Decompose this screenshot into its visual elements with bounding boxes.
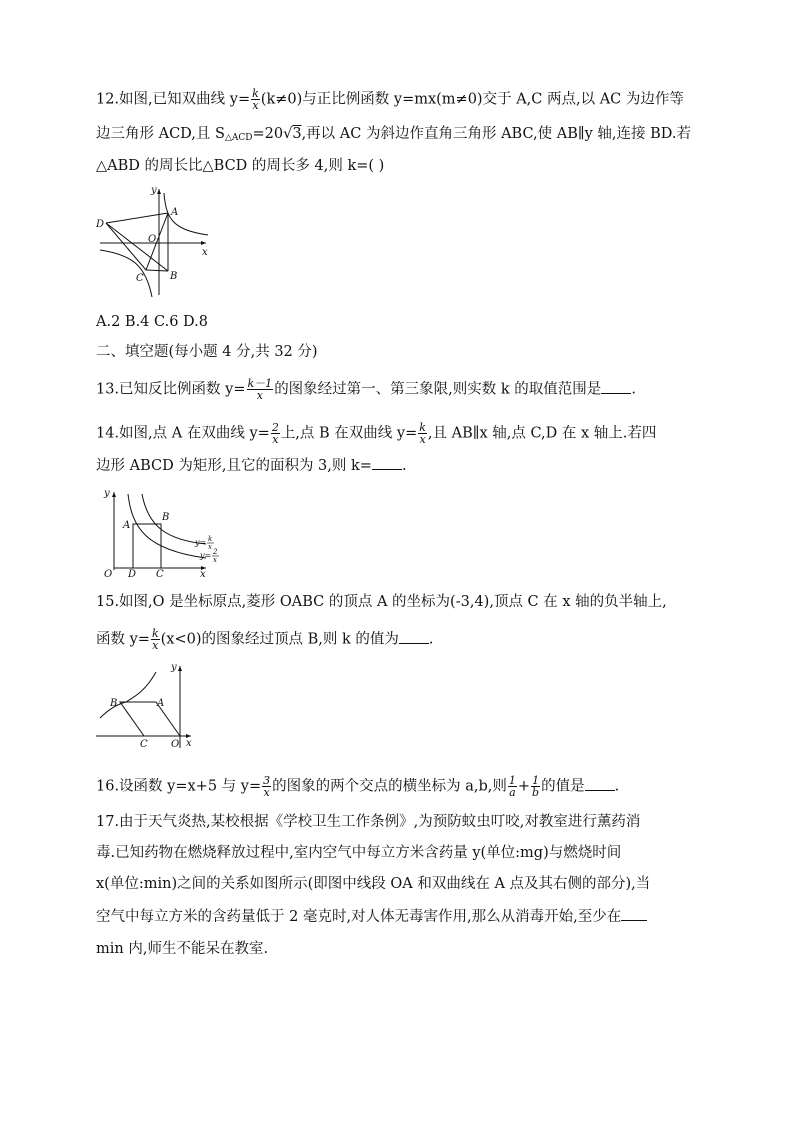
x-axis-arrow-icon: [201, 241, 206, 245]
label-C: C: [136, 273, 144, 284]
label-curve-2-den: x: [213, 556, 217, 564]
label-curve-k: y=: [195, 538, 207, 547]
section-2-title: 二、填空题(每小题 4 分,共 32 分): [96, 344, 318, 360]
y-axis-arrow-icon: [157, 189, 161, 194]
curve-k-over-x: [142, 494, 206, 544]
fraction: $\frac{k}{x}$: [252, 87, 259, 112]
label-D: D: [128, 569, 137, 580]
label-x: x: [186, 738, 192, 749]
q12-text: (k≠0)与正比例函数 y=mx(m≠0)交于 A,C 两点,以 AC 为边作等: [260, 91, 684, 108]
q17-line-1: 17.由于天气炎热,某校根据《学校卫生工作条例》,为预防蚊虫叮咬,对教室进行薰药消: [96, 814, 641, 830]
q17-line-4: 空气中每立方米的含药量低于 2 毫克时,对人体无毒害作用,那么从消毒开始,至少在: [96, 906, 647, 927]
label-curve-k-den: x: [208, 543, 212, 551]
label-O: O: [148, 234, 157, 245]
fraction: $\frac{k}{x}$: [151, 627, 159, 652]
answer-blank: [621, 906, 647, 921]
q17-line-2: 毒.已知药物在燃烧释放过程中,室内空气中每立方米含药量 y(单位:mg)与燃烧时间: [96, 845, 622, 861]
label-O: O: [104, 569, 113, 580]
q13-line: 13.已知反比例函数 y= $\frac{k-1}{x}$ 的图象经过第一、第三象限,则实数 k 的取值范围是 .: [96, 377, 636, 402]
label-curve-k-num: k: [208, 535, 213, 543]
answer-blank: [585, 776, 615, 791]
hyperbola-branch-2: [100, 250, 152, 297]
answer-blank: [399, 629, 429, 644]
label-x: x: [202, 247, 208, 258]
label-B: B: [110, 698, 118, 709]
label-O: O: [171, 739, 180, 750]
curve-2-over-x: [128, 494, 206, 558]
label-y: y: [104, 488, 110, 499]
q12-line-1: [96, 88, 684, 111]
label-A: A: [171, 207, 179, 218]
sqrt-icon: √: [283, 126, 293, 142]
segment-DC: [106, 223, 146, 270]
fraction: $\frac{k-1}{x}$: [247, 377, 273, 402]
rectangle-ABCD: [133, 524, 161, 568]
q14-line-1: 14.如图,点 A 在双曲线 y= $\frac{2}{x}$ 上,点 B 在双曲线 y= $\frac{k}{x}$ ,且 AB∥x 轴,点 C,D 在 x 轴上.若四: [96, 421, 657, 446]
q15-line-1: 15.如图,O 是坐标原点,菱形 OABC 的顶点 A 的坐标为(-3,4),顶点 C 在 x 轴的负半轴上,: [96, 594, 667, 610]
label-A: A: [157, 698, 165, 709]
label-C: C: [140, 739, 148, 750]
label-y: y: [151, 185, 157, 196]
fraction: $\frac{k}{x}$: [419, 421, 426, 446]
label-curve-2: y=: [200, 551, 212, 560]
y-axis-arrow-icon: [112, 492, 116, 497]
hyperbola: [100, 672, 156, 718]
q12-line-3: △ABD 的周长比△BCD 的周长多 4,则 k=( ): [96, 158, 385, 174]
q17-line-3: x(单位:min)之间的关系如图所示(即图中线段 OA 和双曲线在 A 点及其右侧的部分),当: [96, 876, 651, 892]
q15-figure: [96, 660, 206, 752]
q17-line-5: min 内,师生不能呆在教室.: [96, 941, 269, 957]
fraction: $\frac{2}{x}$: [271, 421, 279, 446]
q12-text: 12.如图,已知双曲线 y=: [96, 91, 251, 108]
fraction: $\frac{1}{a}$: [508, 774, 516, 799]
q12-line-2: 边三角形 ACD,且 $S_{\triangle ACD}=20√3$,再以 AC 为斜边作直角三角形 ABC,使 AB∥y 轴,连接 BD.若: [96, 126, 691, 143]
y-axis-arrow-icon: [178, 666, 182, 671]
label-D: D: [96, 219, 105, 230]
label-x: x: [200, 569, 206, 580]
label-y: y: [171, 662, 177, 673]
rhombus-OABC: [120, 702, 180, 736]
label-B: B: [162, 512, 170, 523]
segment-CB: [146, 270, 168, 271]
q15-line-2: 函数 y= $\frac{k}{x}$ (x<0)的图象经过顶点 B,则 k 的值为 .: [96, 627, 434, 652]
q14-figure: [96, 488, 226, 578]
answer-blank: [601, 379, 631, 394]
label-A: A: [123, 520, 131, 531]
q12-figure: [96, 185, 216, 300]
fraction: $\frac{3}{x}$: [263, 774, 271, 799]
label-curve-2-num: 2: [213, 548, 218, 556]
answer-blank: [372, 455, 402, 470]
q14-line-2: 边形 ABCD 为矩形,且它的面积为 3,则 k= .: [96, 455, 407, 476]
label-B: B: [170, 271, 178, 282]
fraction: $\frac{1}{b}$: [532, 774, 540, 799]
label-C: C: [156, 569, 164, 580]
q16-line: 16.设函数 y=x+5 与 y= $\frac{3}{x}$ 的图象的两个交点的横坐标为 a,b,则 $\frac{1}{a}$ + $\frac{1}{b}$ 的值是 .: [96, 774, 620, 799]
q12-options: A.2 B.4 C.6 D.8: [96, 314, 208, 330]
